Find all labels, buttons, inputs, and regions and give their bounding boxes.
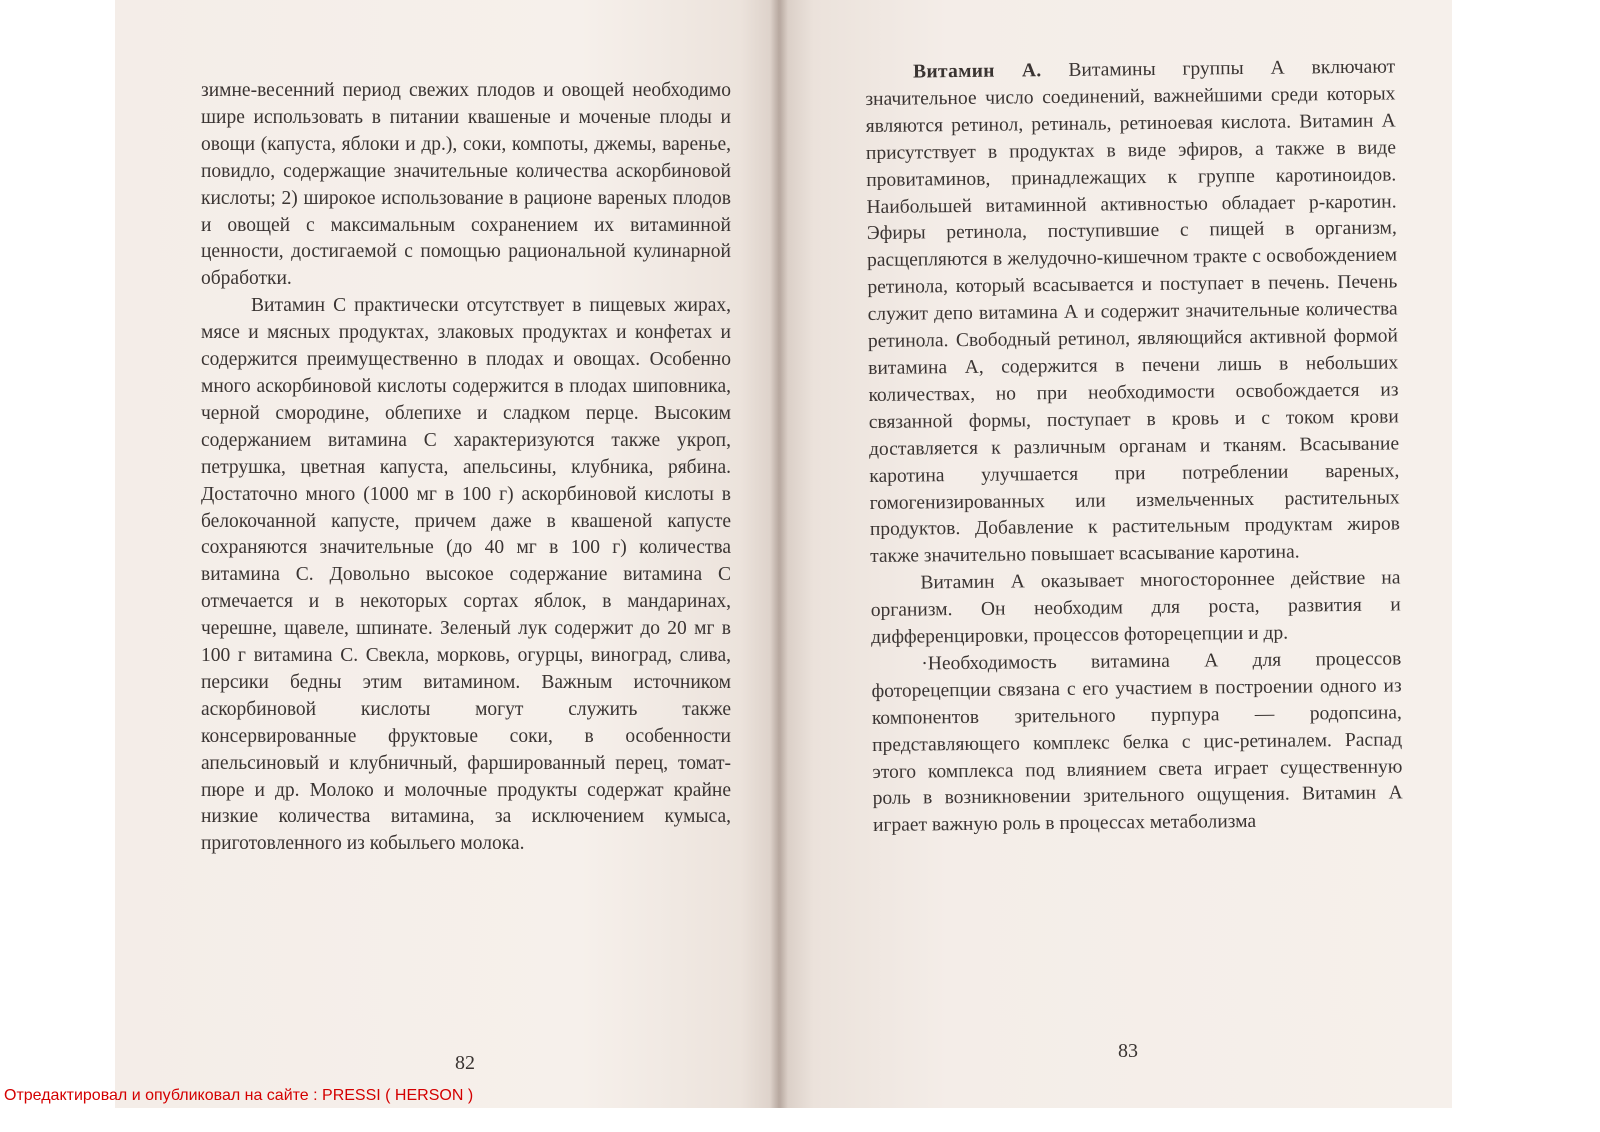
book-spread xyxy=(115,0,1452,1108)
right-page xyxy=(780,0,1452,1108)
right-paragraph-2: Витамин А оказывает многостороннее действие на организм. Он необходим для роста, развития и дифференцировки, процессов фоторецепции и др. xyxy=(870,567,1401,648)
page-number-right: 83 xyxy=(1118,1040,1138,1062)
section-heading: Витамин А. xyxy=(913,60,1042,83)
left-page xyxy=(115,0,780,1108)
page-number-left: 82 xyxy=(455,1052,475,1074)
left-paragraph-2: Витамин С практически отсутствует в пищевых жирах, мясе и мясных продуктах, злаковых продуктах и конфетах и содержится преимущественно в плодах и овощах. Особенно много аскорбиновой кислоты содержится в плодах шиповника, черной смородине, облепихе и сладком перце. Высоким содержанием витамина С характеризуются также укроп, петрушка, цветная капуста, апельсины, клубника, рябина. Достаточно много (1000 мг в 100 г) аскорбиновой кислоты в белокочанной капусте, причем даже в квашеной капусте сохраняются значительные (до 40 мг в 100 г) количества витамина С. Довольно высокое содержание витамина С отмечается и в некоторых сортах яблок, в мандаринах, черешне, щавеле, шпинате. Зеленый лук содержит до 20 мг в 100 г витамина С. Свекла, морковь, огурцы, виноград, слива, персики бедны этим витамином. Важным источником аскорбиновой кислоты могут служить также консервированные фруктовые соки, в особенности апельсиновый и клубничный, фаршированный перец, томат-пюре и др. Молоко и молочные продукты содержат крайне низкие количества витамина, за исключением кумыса, приготовленного из кобыльего молока. xyxy=(201,295,731,855)
editor-credit: Отредактировал и опубликовал на сайте : PRESSI ( HERSON ) xyxy=(4,1087,474,1104)
right-page-text xyxy=(865,54,1403,840)
left-paragraph-1: зимне-весенний период свежих плодов и овощей необходимо шире использовать в питании квашеные и моченые плоды и овощи (капуста, яблоки и др.), соки, компоты, джемы, варенье, повидло, содержащие значительные количества аскорбиновой кислоты; 2) широкое использование в рационе вареных плодов и овощей с максимальным сохранением их витаминной ценности, достигаемой с помощью рациональной кулинарной обработки. xyxy=(201,80,731,290)
right-paragraph-1 xyxy=(865,54,1400,571)
right-paragraph-3: ·Необходимость витамина А для процессов фоторецепции связана с его участием в построении одного из компонентов зрительного пурпура — родопсина, представляющего комплекс белка с цис-ретиналем. Распад этого комплекса под влиянием света играет существенную роль в возникновении зрительного ощущения. Витамин А играет важную роль в процессах метаболизма xyxy=(871,648,1403,837)
left-page-text xyxy=(201,78,731,858)
right-paragraph-1-body: Витамины группы А включают значительное число соединений, важнейшими среди которых являются ретинол, ретиналь, ретиноевая кислота. Витамин А присутствует в продуктах в виде эфиров, а также в виде провитаминов, принадлежащих к группе каротиноидов. Наибольшей витаминной активностью обладает р-каротин. Эфиры ретинола, поступившие с пищей в организм, расщепляются в желудочно-кишечном тракте с освобождением ретинола, который всасывается и поступает в печень. Печень служит депо витамина А и содержит значительные количества ретинола. Свободный ретинол, являющийся активной формой витамина А, содержится в печени лишь в небольших количествах, но при необходимости освобождается из связанной формы, поступает в кровь и с током крови доставляется к различным органам и тканям. Всасывание каротина улучшается при потреблении вареных, гомогенизированных или измельченных растительных продуктов. Добавление к растительным продуктам жиров также значительно повышает всасывание каротина. xyxy=(865,56,1401,568)
